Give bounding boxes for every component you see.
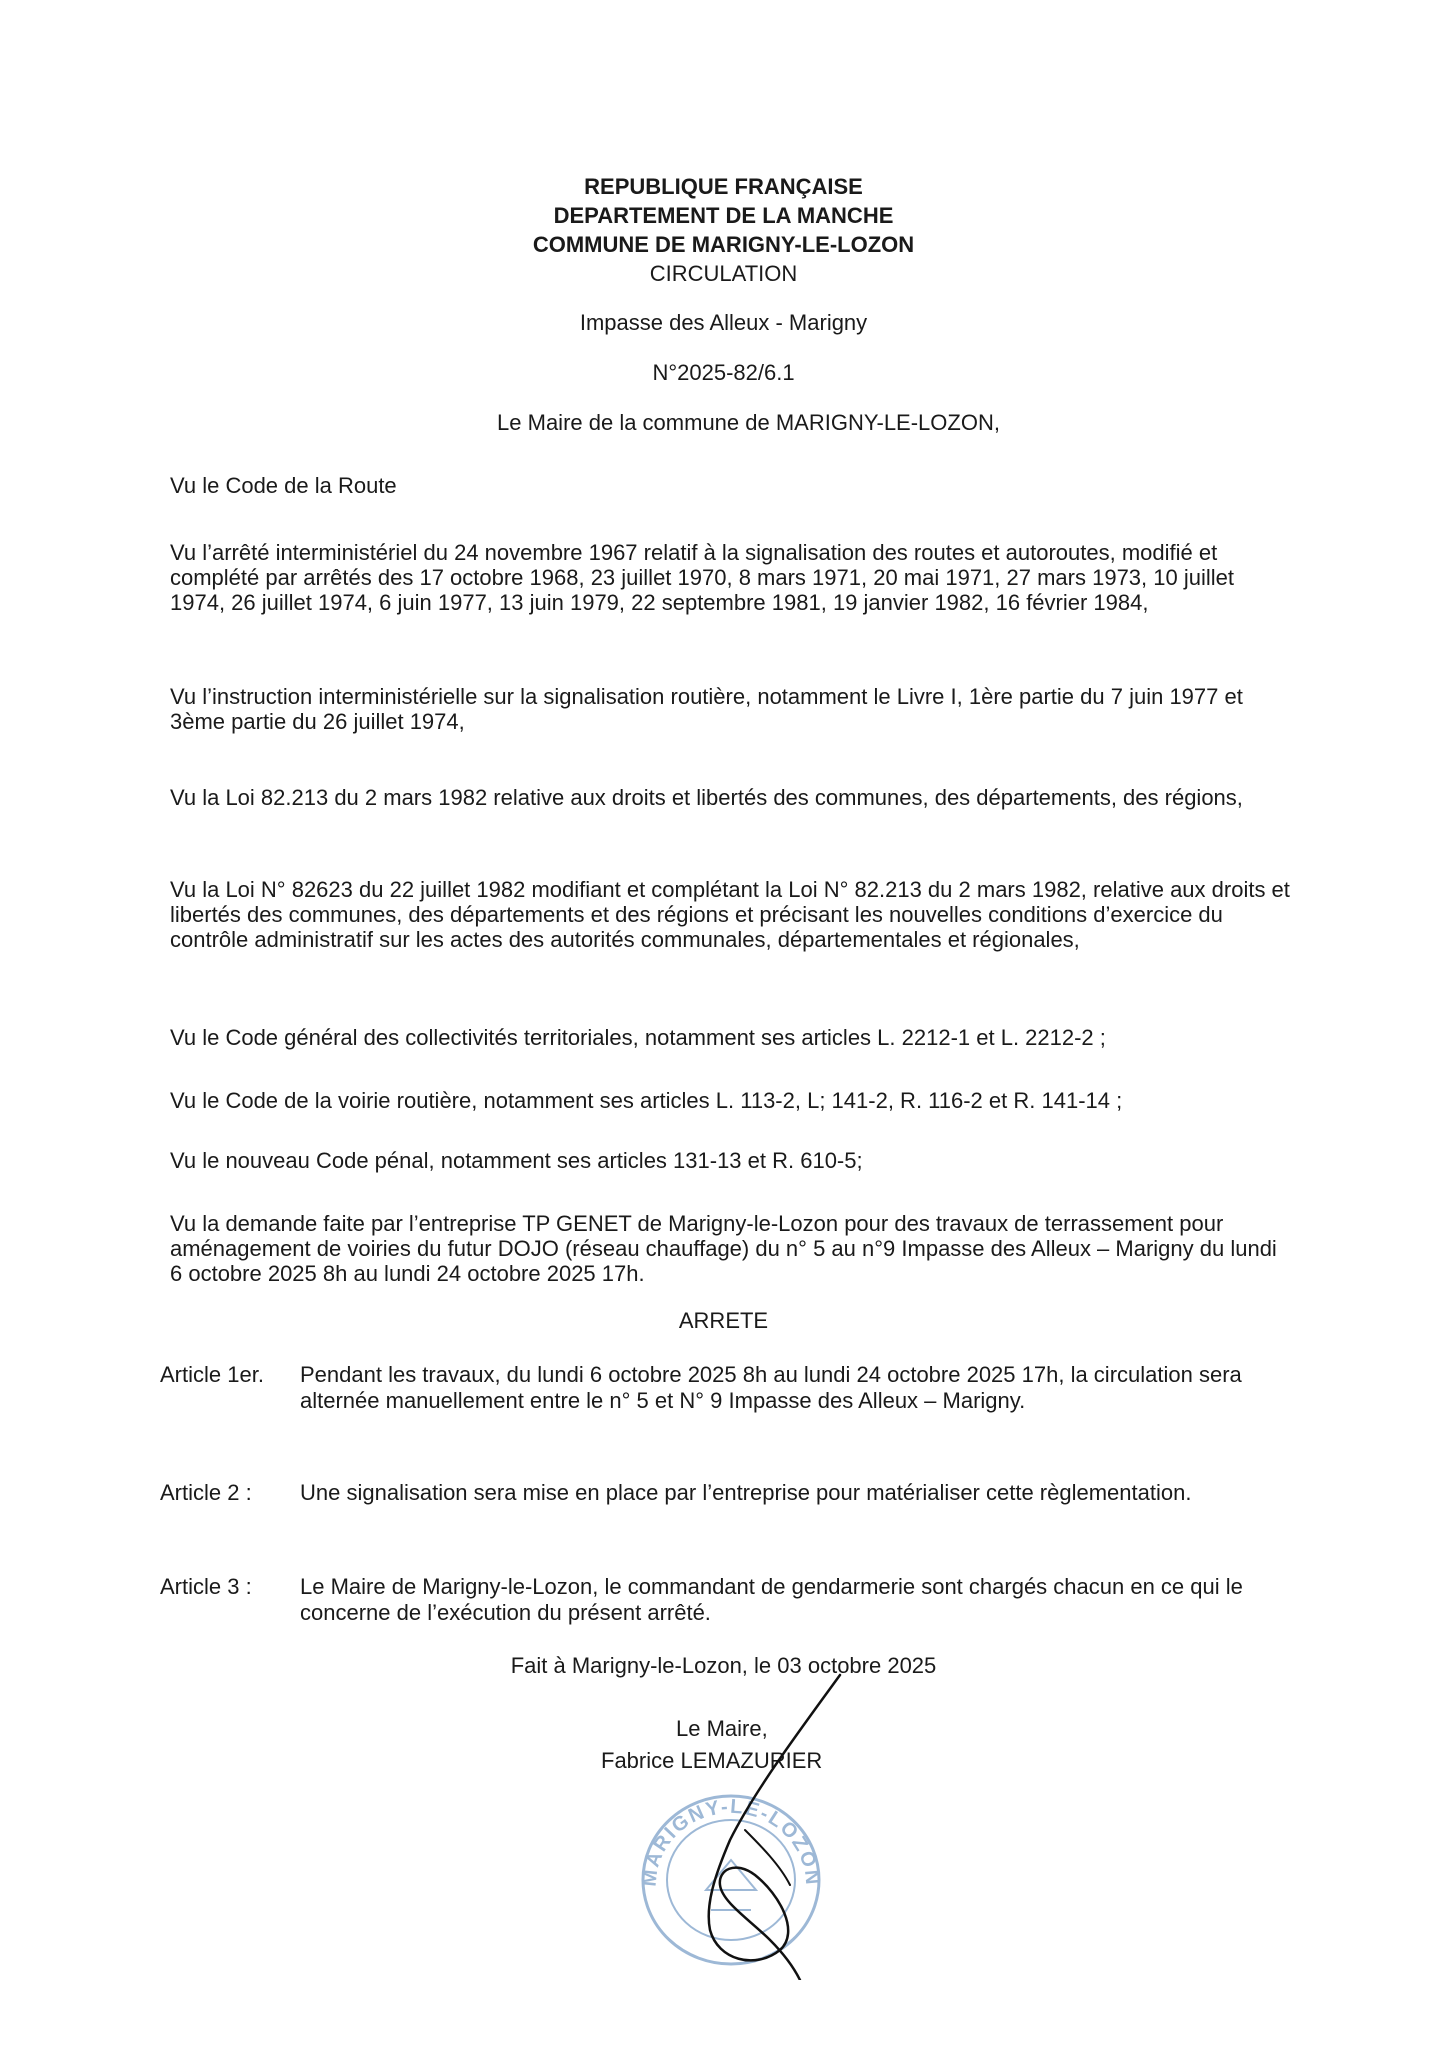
article-label: Article 3 : <box>160 1574 252 1599</box>
considerant-cgct: Vu le Code général des collectivités territoriales, notamment ses articles L. 2212-1 et L. 2212-2 ; <box>170 1025 1106 1050</box>
article-text: Le Maire de Marigny-le-Lozon, le commandant de gendarmerie sont chargés chacun en ce qui le concerne de l’exécution du présent arrêté. <box>300 1574 1243 1625</box>
article-text: Une signalisation sera mise en place par l’entreprise pour matérialiser cette règlementation. <box>300 1480 1192 1505</box>
stamp-text: MARIGNY-LE-LOZON <box>638 1795 824 1888</box>
considerant-instruction: Vu l’instruction interministérielle sur la signalisation routière, notamment le Livre I, 1ère partie du 7 juin 1977 et 3ème partie du 26 juillet 1974, <box>170 684 1243 734</box>
document-subject: Impasse des Alleux - Marigny <box>579 310 868 335</box>
arrete-title: ARRETE <box>678 1308 769 1333</box>
document-reference: N°2025-82/6.1 <box>652 360 795 385</box>
considerant-demande: Vu la demande faite par l’entreprise TP GENET de Marigny-le-Lozon pour des travaux de terrassement pour aménagement de voiries du futur DOJO (réseau chauffage) du n° 5 au n°9 Impasse des Alleux – Marigny du lundi 6 octobre 2025 8h au lundi 24 octobre 2025 17h. <box>170 1211 1277 1286</box>
article-text: Pendant les travaux, du lundi 6 octobre 2025 8h au lundi 24 octobre 2025 17h, la circulation sera alternée manuellement entre le n° 5 et N° 9 Impasse des Alleux – Marigny. <box>300 1362 1242 1413</box>
handwritten-signature-icon <box>660 1670 860 1980</box>
header-commune: COMMUNE DE MARIGNY-LE-LOZON <box>532 232 915 257</box>
mayor-intro: Le Maire de la commune de MARIGNY-LE-LOZON, <box>497 410 1000 435</box>
document-header <box>0 172 1447 288</box>
considerant-code-route: Vu le Code de la Route <box>170 473 397 498</box>
considerant-voirie: Vu le Code de la voirie routière, notamment ses articles L. 113-2, L; 141-2, R. 116-2 et R. 141-14 ; <box>170 1088 1123 1113</box>
header-departement: DEPARTEMENT DE LA MANCHE <box>553 203 894 228</box>
considerant-loi-82623: Vu la Loi N° 82623 du 22 juillet 1982 modifiant et complétant la Loi N° 82.213 du 2 mars 1982, relative aux droits et libertés des communes, des départements et des régions et précisant les nouvelles conditions d’exercice du contrôle administratif sur les actes des autorités communales, départementales et régionales, <box>170 877 1290 952</box>
signature-date: Fait à Marigny-le-Lozon, le 03 octobre 2025 <box>510 1653 937 1678</box>
article-label: Article 1er. <box>160 1362 264 1387</box>
article-label: Article 2 : <box>160 1480 252 1505</box>
signature-title: Le Maire, <box>676 1716 768 1741</box>
header-republique: REPUBLIQUE FRANÇAISE <box>584 174 863 199</box>
considerant-loi-82213: Vu la Loi 82.213 du 2 mars 1982 relative aux droits et libertés des communes, des départements, des régions, <box>170 785 1243 810</box>
header-circulation: CIRCULATION <box>649 261 798 286</box>
signature-name: Fabrice LEMAZURIER <box>601 1748 823 1773</box>
considerant-arrete-1967: Vu l’arrêté interministériel du 24 novembre 1967 relatif à la signalisation des routes et autoroutes, modifié et complété par arrêtés des 17 octobre 1968, 23 juillet 1970, 8 mars 1971, 20 mai 1971, 27 mars 1973, 10 juillet 1974, 26 juillet 1974, 6 juin 1977, 13 juin 1979, 22 septembre 1981, 19 janvier 1982, 16 février 1984, <box>170 540 1234 615</box>
considerant-code-penal: Vu le nouveau Code pénal, notamment ses articles 131-13 et R. 610-5; <box>170 1148 863 1173</box>
